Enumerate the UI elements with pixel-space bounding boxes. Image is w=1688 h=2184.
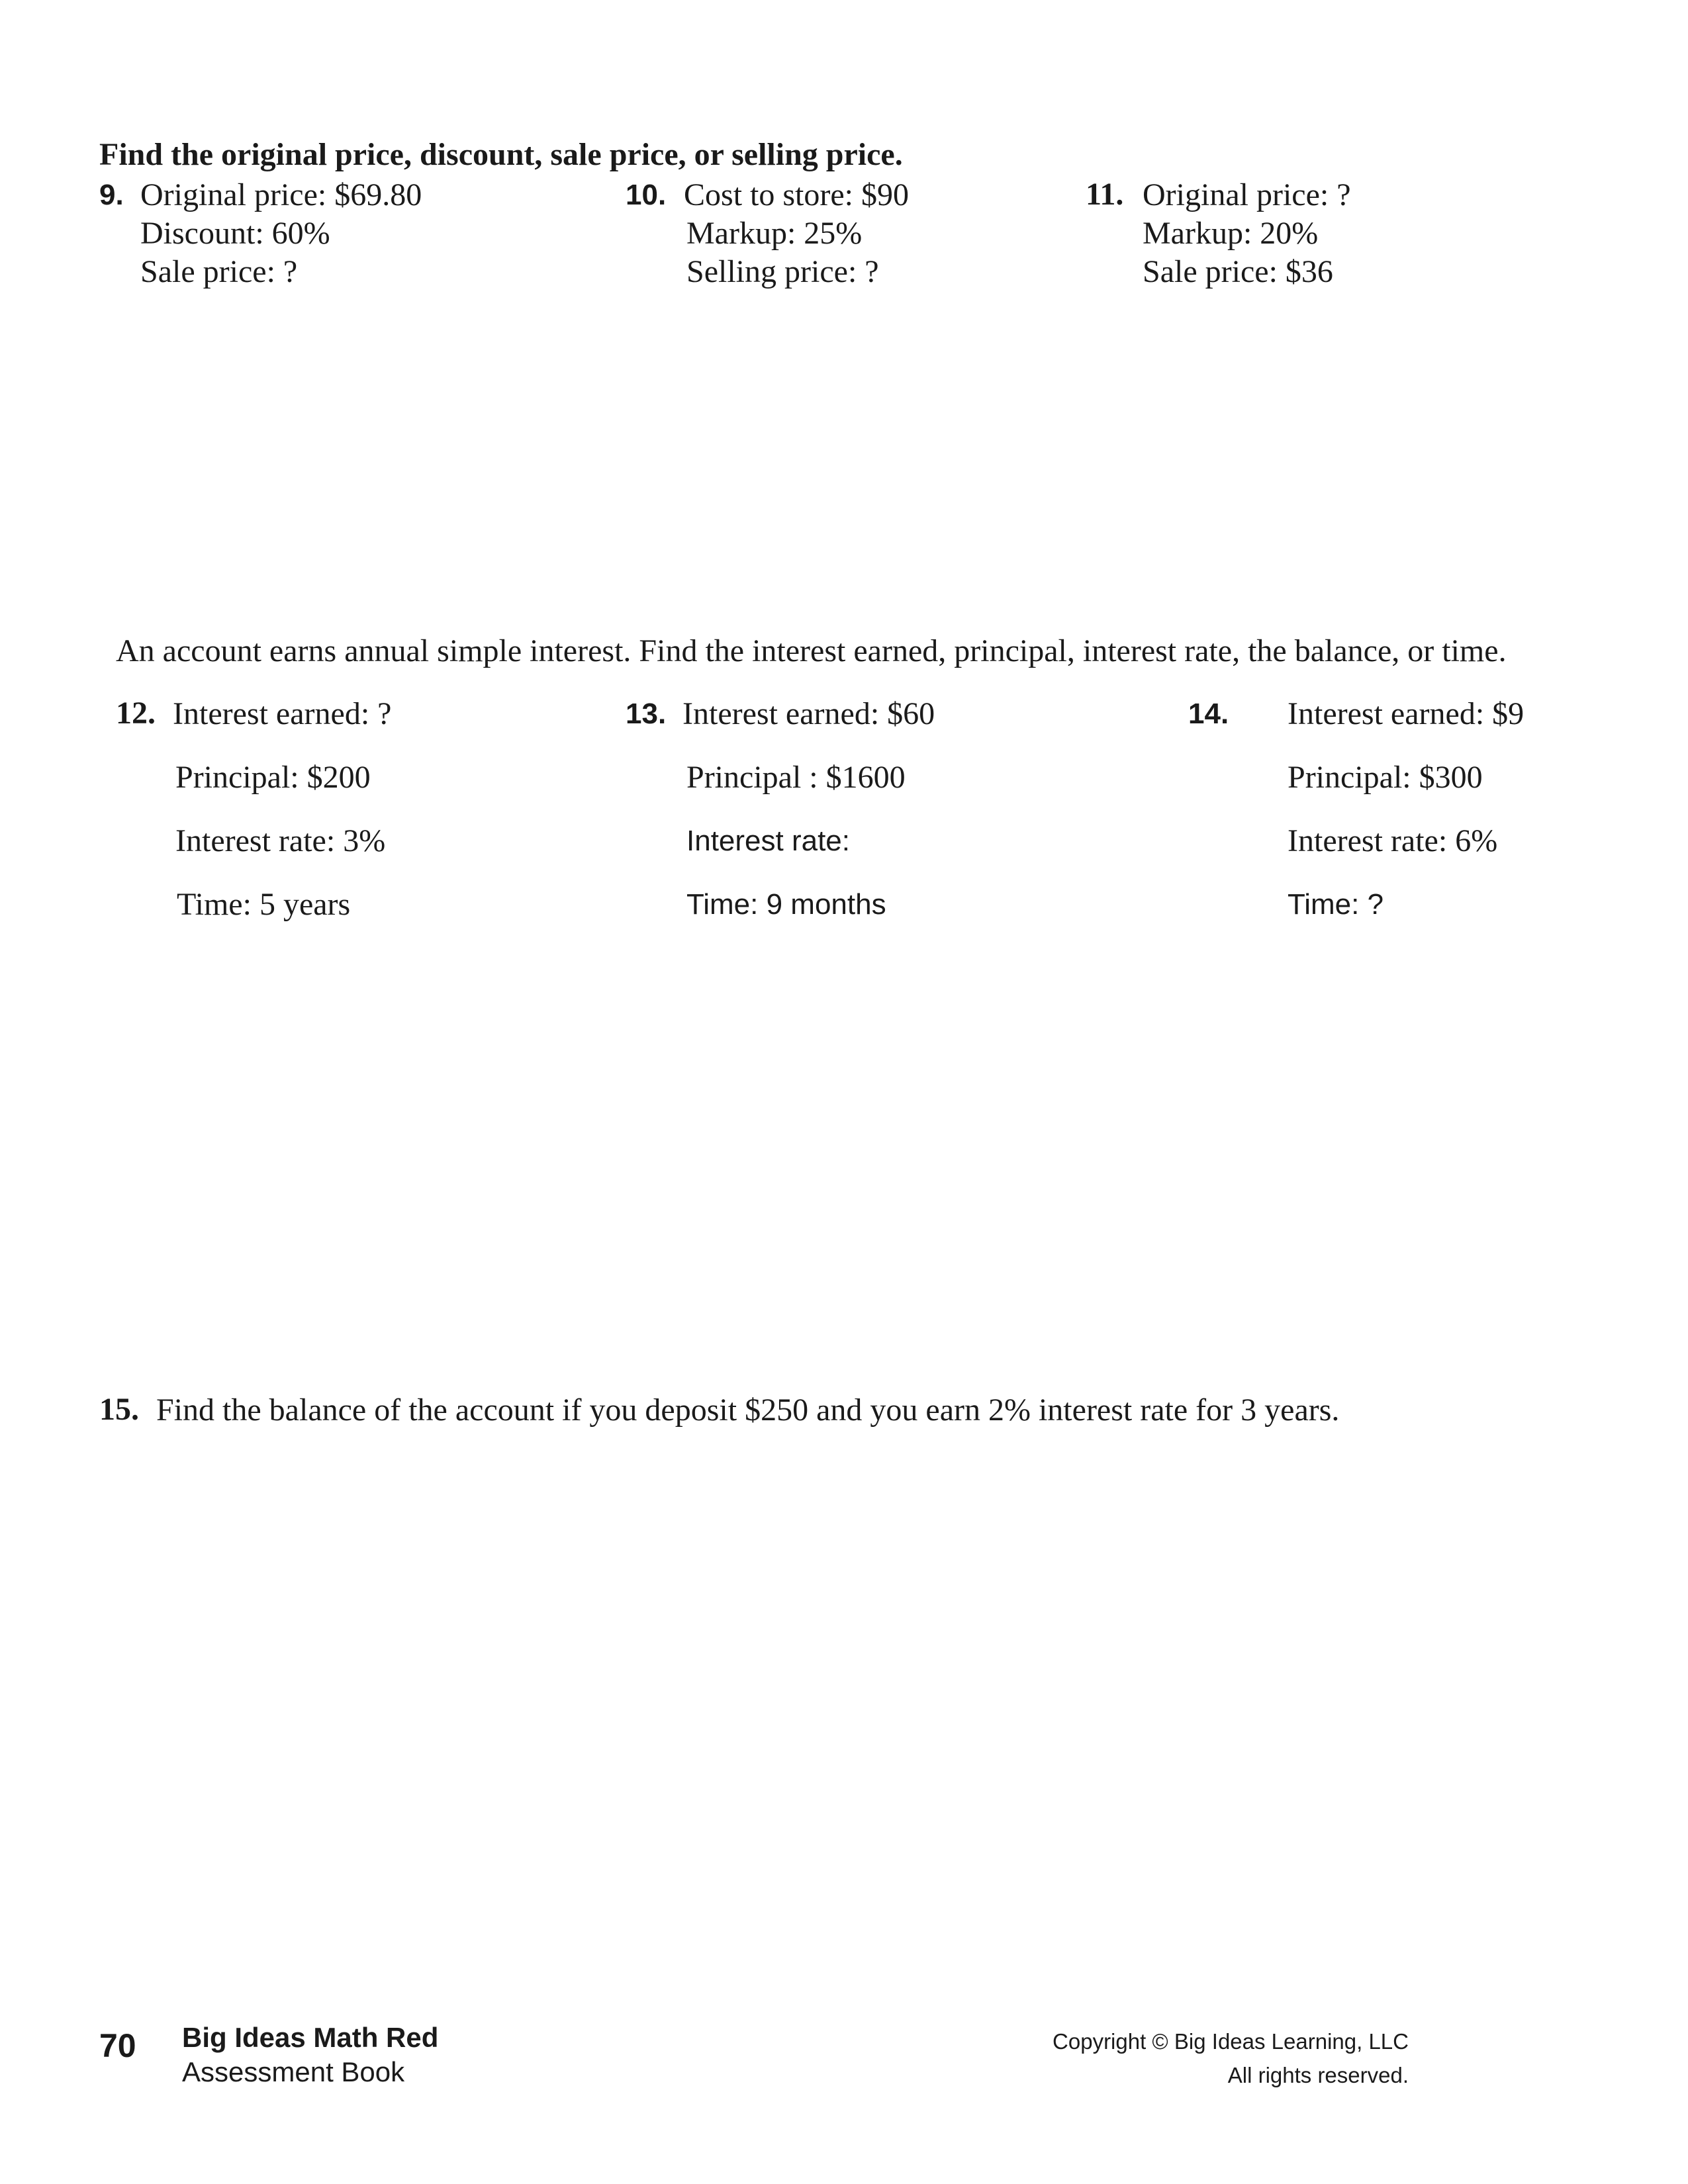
problem-line: Principal: $200	[175, 760, 371, 795]
problem-number: 10.	[626, 179, 667, 211]
book-title: Big Ideas Math Red	[182, 2022, 439, 2053]
problem-line: Interest earned: ?	[173, 696, 392, 731]
section1-heading: Find the original price, discount, sale price, or selling price.	[99, 137, 903, 172]
page-number: 70	[99, 2027, 136, 2064]
problem-line: Interest rate:	[686, 825, 851, 857]
problem-line: Interest earned: $9	[1288, 696, 1524, 731]
problem-line: Interest earned: $60	[682, 696, 935, 731]
problem-number: 12.	[116, 696, 156, 731]
problem-line: Interest rate: 6%	[1288, 823, 1498, 858]
problem-line: Principal : $1600	[686, 760, 906, 795]
problem-line: Original price: $69.80	[140, 177, 422, 212]
problem-line: Original price: ?	[1143, 177, 1351, 212]
problem-line: Principal: $300	[1288, 760, 1483, 795]
problem-line: Interest rate: 3%	[175, 823, 386, 858]
problem-line: Markup: 25%	[686, 216, 863, 251]
problem-text: Find the balance of the account if you deposit $250 and you earn 2% interest rate for 3 years.	[156, 1392, 1340, 1428]
problem-line: Discount: 60%	[140, 216, 330, 251]
problem-number: 13.	[626, 698, 667, 730]
problem-line: Time: 5 years	[177, 887, 351, 922]
rights-notice: All rights reserved.	[1227, 2063, 1409, 2087]
copyright-notice: Copyright © Big Ideas Learning, LLC	[1053, 2029, 1409, 2054]
problem-line: Cost to store: $90	[684, 177, 910, 212]
book-subtitle: Assessment Book	[182, 2056, 405, 2087]
problem-line: Markup: 20%	[1143, 216, 1319, 251]
problem-line: Time: ?	[1288, 888, 1384, 921]
problem-line: Time: 9 months	[686, 888, 886, 921]
problem-line: Sale price: ?	[140, 254, 298, 289]
problem-line: Selling price: ?	[686, 254, 879, 289]
section2-instructions: An account earns annual simple interest. Find the interest earned, principal, interest rate, the balance, or time.	[116, 633, 1507, 668]
problem-number: 11.	[1086, 177, 1124, 212]
problem-number: 15.	[99, 1392, 139, 1427]
problem-number: 9.	[99, 179, 124, 211]
problem-line: Sale price: $36	[1143, 254, 1333, 289]
problem-number: 14.	[1188, 698, 1229, 730]
